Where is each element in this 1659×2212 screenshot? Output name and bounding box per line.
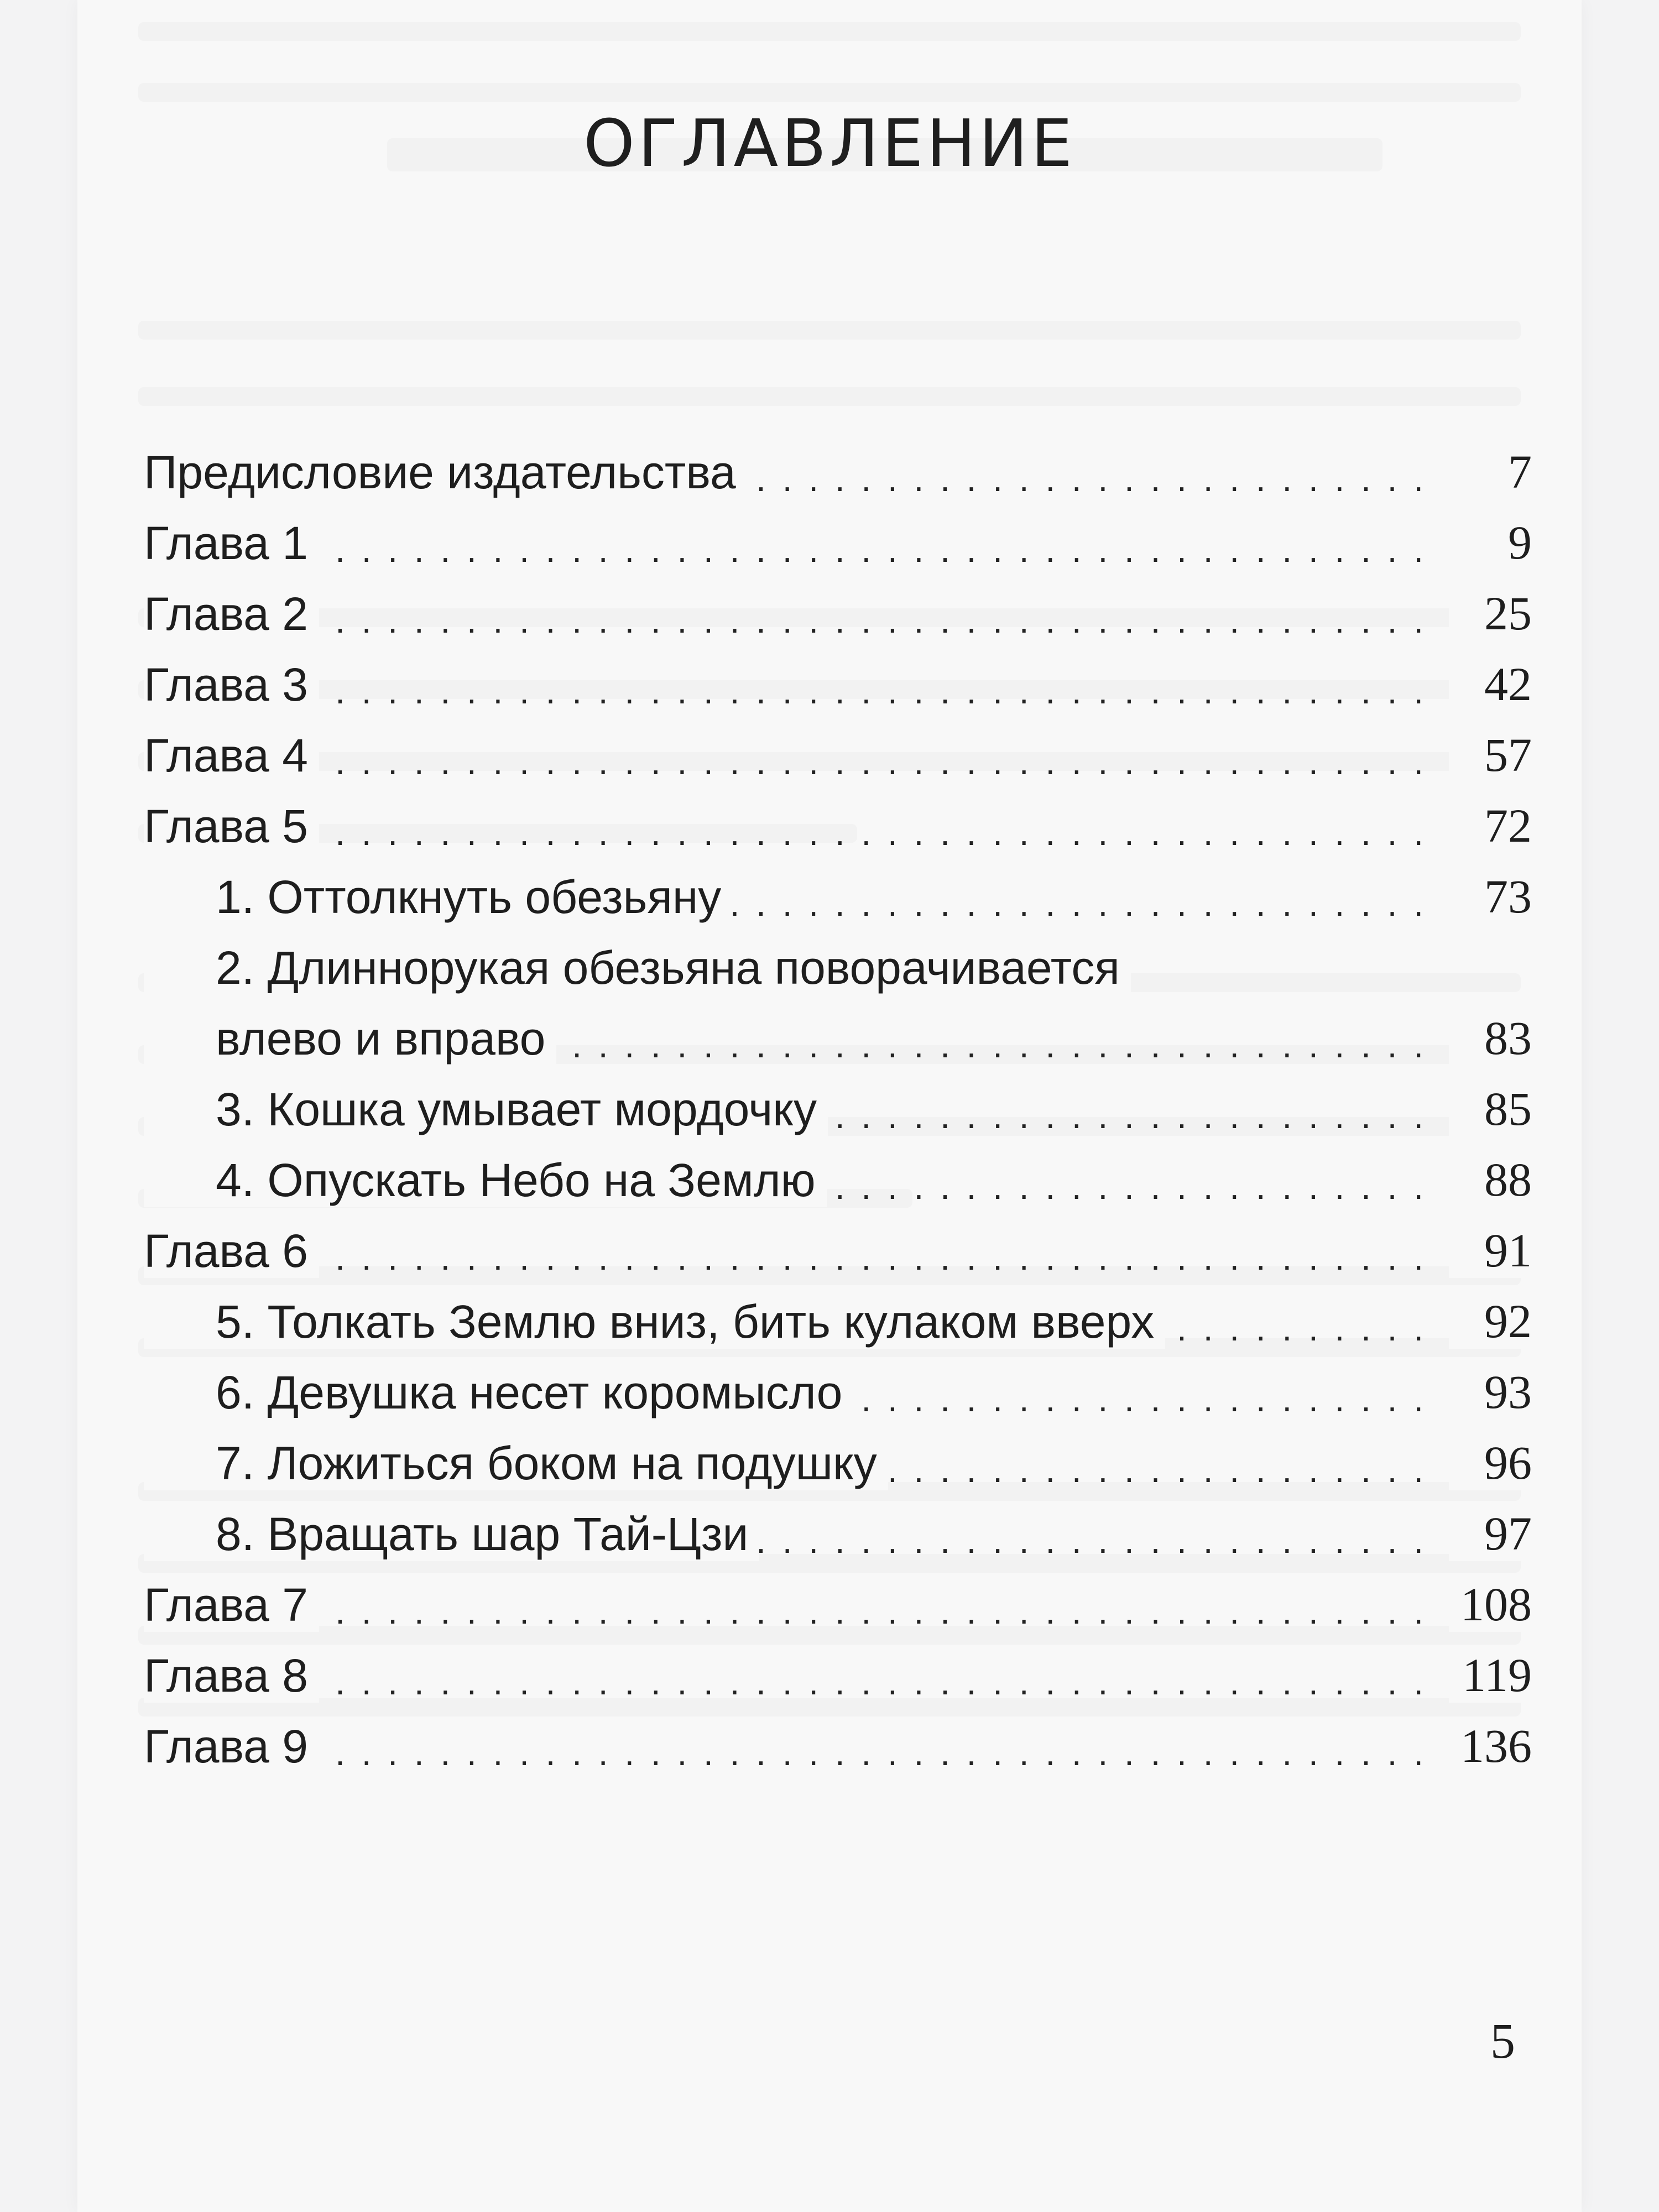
toc-entry-label: Глава 7 [144,1578,319,1632]
toc-entry-preface[interactable] [144,429,1532,499]
toc-entry-label: 7. Ложиться боком на подушку [144,1437,888,1490]
dot-leader [888,1444,1449,1490]
toc-entry-label: Глава 8 [144,1649,319,1703]
toc-page-number: 7 [1449,444,1532,499]
dot-leader [319,1727,1449,1773]
dot-leader [827,1161,1449,1207]
toc-page-number: 97 [1449,1506,1532,1561]
toc-page-number: 57 [1449,727,1532,782]
toc-entry-label: Глава 1 [144,517,319,570]
toc-entry-section[interactable] [144,1490,1532,1561]
toc-entry-label: 6. Девушка несет коромысло [144,1366,853,1420]
toc-entry-label: Глава 9 [144,1720,319,1773]
dot-leader [853,1373,1449,1420]
dot-leader [319,524,1449,570]
toc-page-number: 92 [1449,1293,1532,1349]
toc-entry-section[interactable] [144,853,1532,924]
toc-page-number: 42 [1449,656,1532,712]
dot-leader [1165,1302,1449,1349]
toc-entry-label: влево и вправо [144,1012,556,1066]
dot-leader [828,1090,1449,1136]
toc-page-number: 96 [1449,1435,1532,1490]
dot-leader [747,453,1449,499]
dot-leader [319,1232,1449,1278]
toc-entry-label: Глава 6 [144,1224,319,1278]
page-number: 5 [1490,2014,1515,2069]
toc-entry-label: Глава 3 [144,658,319,712]
toc-entry-chapter-7[interactable] [144,1561,1532,1632]
dot-leader [319,665,1449,712]
toc-entry-section[interactable] [144,1066,1532,1136]
toc-entry-chapter-4[interactable] [144,712,1532,782]
toc-page-number: 25 [1449,586,1532,641]
toc-entry-chapter-1[interactable] [144,499,1532,570]
dot-leader [759,1515,1449,1561]
toc-page-number: 72 [1449,798,1532,853]
book-page [77,0,1582,2212]
toc-entry-label: 4. Опускать Небо на Землю [144,1154,827,1207]
toc-entry-chapter-6[interactable] [144,1207,1532,1278]
dot-leader [319,1656,1449,1703]
page-title: ОГЛАВЛЕНИЕ [583,105,1076,181]
toc-entry-label: Глава 2 [144,587,319,641]
toc-entry-label: 3. Кошка умывает мордочку [144,1083,828,1136]
dot-leader [732,878,1449,924]
dot-leader [556,1019,1449,1066]
toc-entry-label: Предисловие издательства [144,446,747,499]
toc-page-number: 136 [1449,1718,1532,1773]
toc-page-number: 108 [1449,1577,1532,1632]
toc-entry-label: 2. Длиннорукая обезьяна поворачивается [144,941,1131,995]
table-of-contents [144,429,1532,1773]
dot-leader [319,736,1449,782]
toc-entry-chapter-2[interactable] [144,570,1532,641]
toc-entry-section-continued[interactable] [144,995,1532,1066]
toc-entry-section[interactable] [144,1349,1532,1420]
toc-page-number: 85 [1449,1081,1532,1136]
toc-page-number: 88 [1449,1152,1532,1207]
toc-entry-label: 8. Вращать шар Тай-Цзи [144,1507,759,1561]
toc-page-number: 73 [1449,869,1532,924]
toc-entry-label: Глава 5 [144,800,319,853]
toc-entry-label: 1. Оттолкнуть обезьяну [144,870,732,924]
toc-entry-section[interactable] [144,924,1532,995]
toc-entry-section[interactable] [144,1136,1532,1207]
toc-entry-section[interactable] [144,1278,1532,1349]
toc-entry-label: Глава 4 [144,729,319,782]
toc-page-number: 83 [1449,1010,1532,1066]
dot-leader [319,594,1449,641]
toc-page-number: 91 [1449,1223,1532,1278]
toc-entry-chapter-8[interactable] [144,1632,1532,1703]
toc-entry-section[interactable] [144,1420,1532,1490]
toc-page-number: 119 [1449,1647,1532,1703]
toc-page-number: 93 [1449,1364,1532,1420]
toc-entry-chapter-5[interactable] [144,782,1532,853]
toc-entry-label: 5. Толкать Землю вниз, бить кулаком вверх [144,1295,1165,1349]
toc-entry-chapter-9[interactable] [144,1703,1532,1773]
toc-entry-chapter-3[interactable] [144,641,1532,712]
toc-page-number: 9 [1449,515,1532,570]
dot-leader [319,807,1449,853]
dot-leader [319,1585,1449,1632]
